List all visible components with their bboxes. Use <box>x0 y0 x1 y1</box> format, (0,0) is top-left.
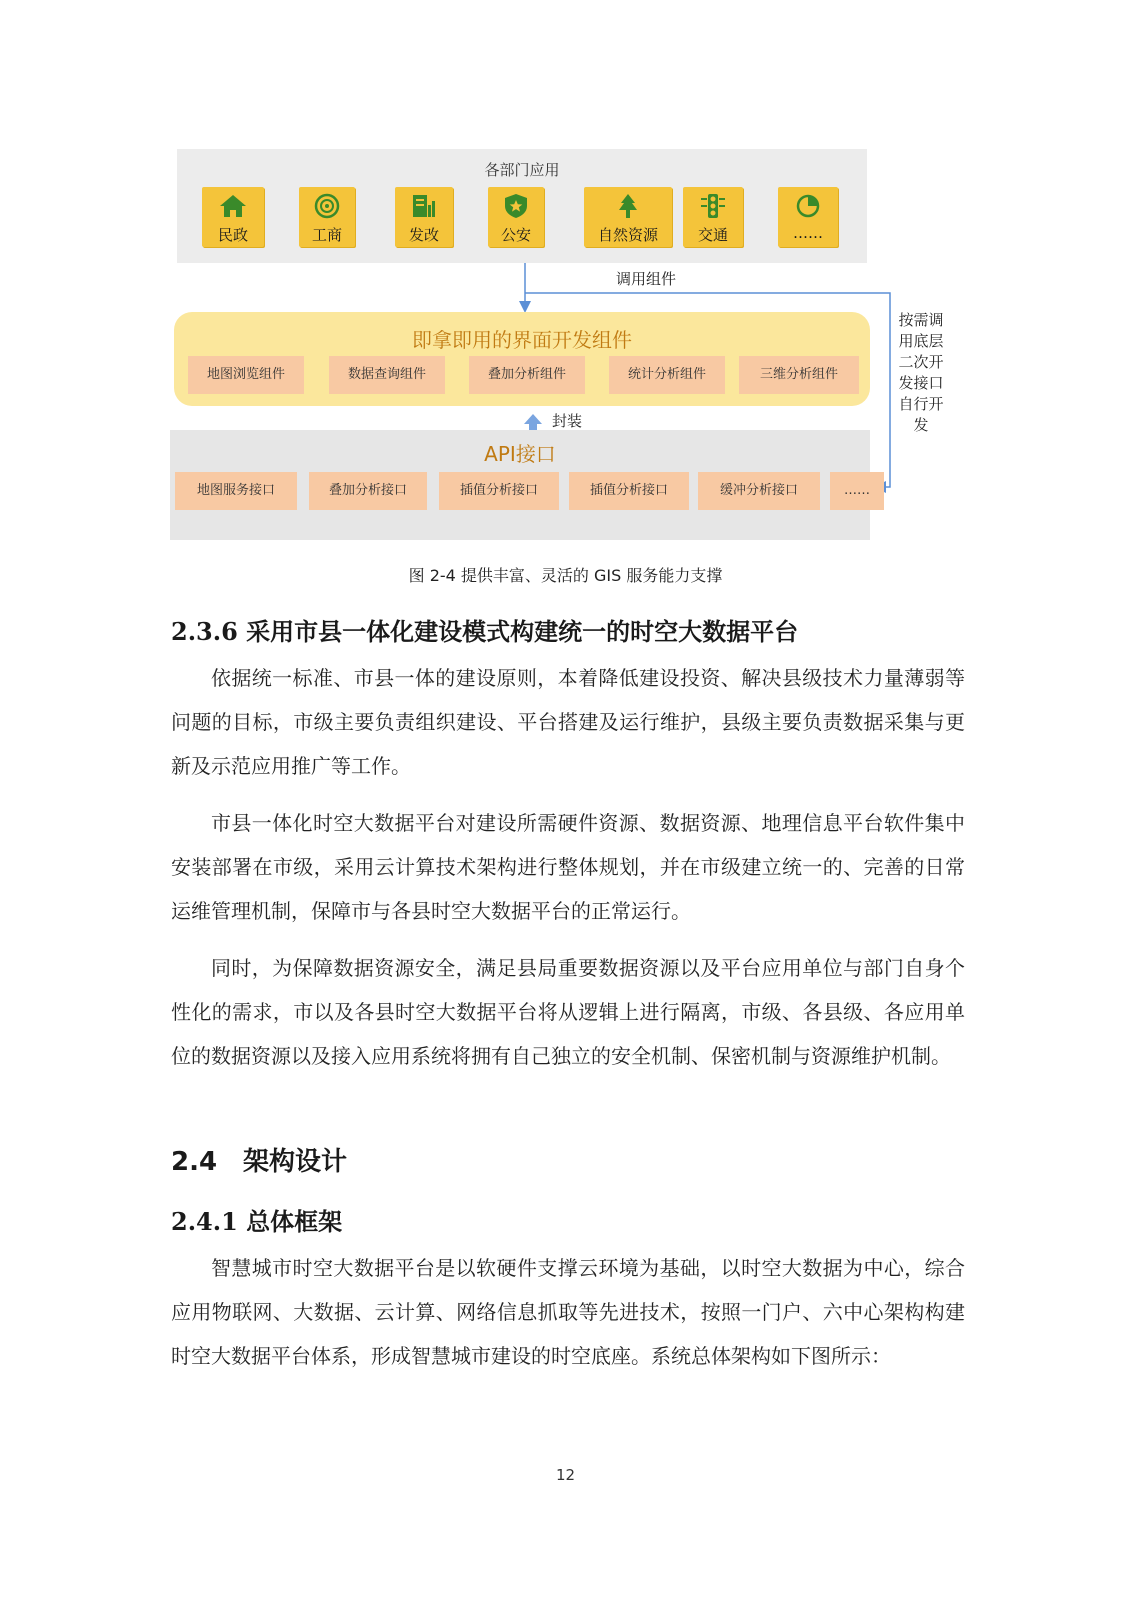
section-heading-2-3-6: 2.3.6 采用市县一体化建设模式构建统一的时空大数据平台 <box>171 617 799 646</box>
api-tile: 插值分析接口 <box>569 472 689 510</box>
paragraph: 智慧城市时空大数据平台是以软硬件支撑云环境为基础，以时空大数据为中心，综合应用物联网、大数据、云计算、网络信息抓取等先进技术，按照一门户、六中心架构构建时空大数据平台体系，形成智慧城市建设的时空底座。系统总体架构如下图所示： <box>171 1256 965 1368</box>
component-tile: 地图浏览组件 <box>188 356 304 394</box>
wrap-label: 封装 <box>552 412 583 430</box>
paragraph: 同时，为保障数据资源安全，满足县局重要数据资源以及平台应用单位与部门自身个性化的需求，市以及各县时空大数据平台将从逻辑上进行隔离，市级、各县级、各应用单位的数据资源以及接入应用系统将拥有自己独立的安全机制、保密机制与资源维护机制。 <box>171 956 965 1068</box>
component-tile: 统计分析组件 <box>609 356 725 394</box>
api-interfaces-panel <box>170 430 870 540</box>
paragraph: 依据统一标准、市县一体的建设原则，本着降低建设投资、解决县级技术力量薄弱等问题的目标，市级主要负责组织建设、平台搭建及运行维护，县级主要负责数据采集与更新及示范应用推广等工作。 <box>171 666 965 778</box>
department-apps-title: 各部门应用 <box>484 161 560 179</box>
api-tile: 地图服务接口 <box>175 472 297 510</box>
api-interfaces-title: API接口 <box>484 442 556 466</box>
component-tile: 数据查询组件 <box>329 356 445 394</box>
dept-label: 公安 <box>500 226 531 244</box>
component-tile: 叠加分析组件 <box>469 356 585 394</box>
figure-caption: 图 2-4 提供丰富、灵活的 GIS 服务能力支撑 <box>408 566 723 585</box>
api-tile: 缓冲分析接口 <box>698 472 820 510</box>
call-components-label: 调用组件 <box>616 270 677 288</box>
ui-components-title: 即拿即用的界面开发组件 <box>412 328 632 352</box>
dept-label: 工商 <box>311 226 342 244</box>
page-number: 12 <box>555 1466 576 1484</box>
api-tile: 插值分析接口 <box>439 472 559 510</box>
api-tile: 叠加分析接口 <box>309 472 427 510</box>
wrap-arrow-icon <box>524 414 542 431</box>
dept-label: 交通 <box>697 226 728 244</box>
api-tile-more: …… <box>830 472 884 510</box>
section-heading-2-4-1: 2.4.1 总体框架 <box>171 1207 343 1236</box>
dept-label: 民政 <box>217 226 248 244</box>
component-tile: 三维分析组件 <box>739 356 859 394</box>
dept-label: 自然资源 <box>597 226 658 244</box>
ui-components-panel <box>174 312 870 406</box>
dept-label: …… <box>793 224 823 242</box>
paragraph: 市县一体化时空大数据平台对建设所需硬件资源、数据资源、地理信息平台软件集中安装部署在市级，采用云计算技术架构进行整体规划，并在市级建立统一的、完善的日常运维管理机制，保障市与各县时空大数据平台的正常运行。 <box>171 811 965 923</box>
secondary-development-label: 按需调用底层二次开发接口自行开发 <box>898 311 944 434</box>
section-heading-2-4: 2.4 架构设计 <box>171 1147 348 1177</box>
dept-label: 发改 <box>408 226 439 244</box>
